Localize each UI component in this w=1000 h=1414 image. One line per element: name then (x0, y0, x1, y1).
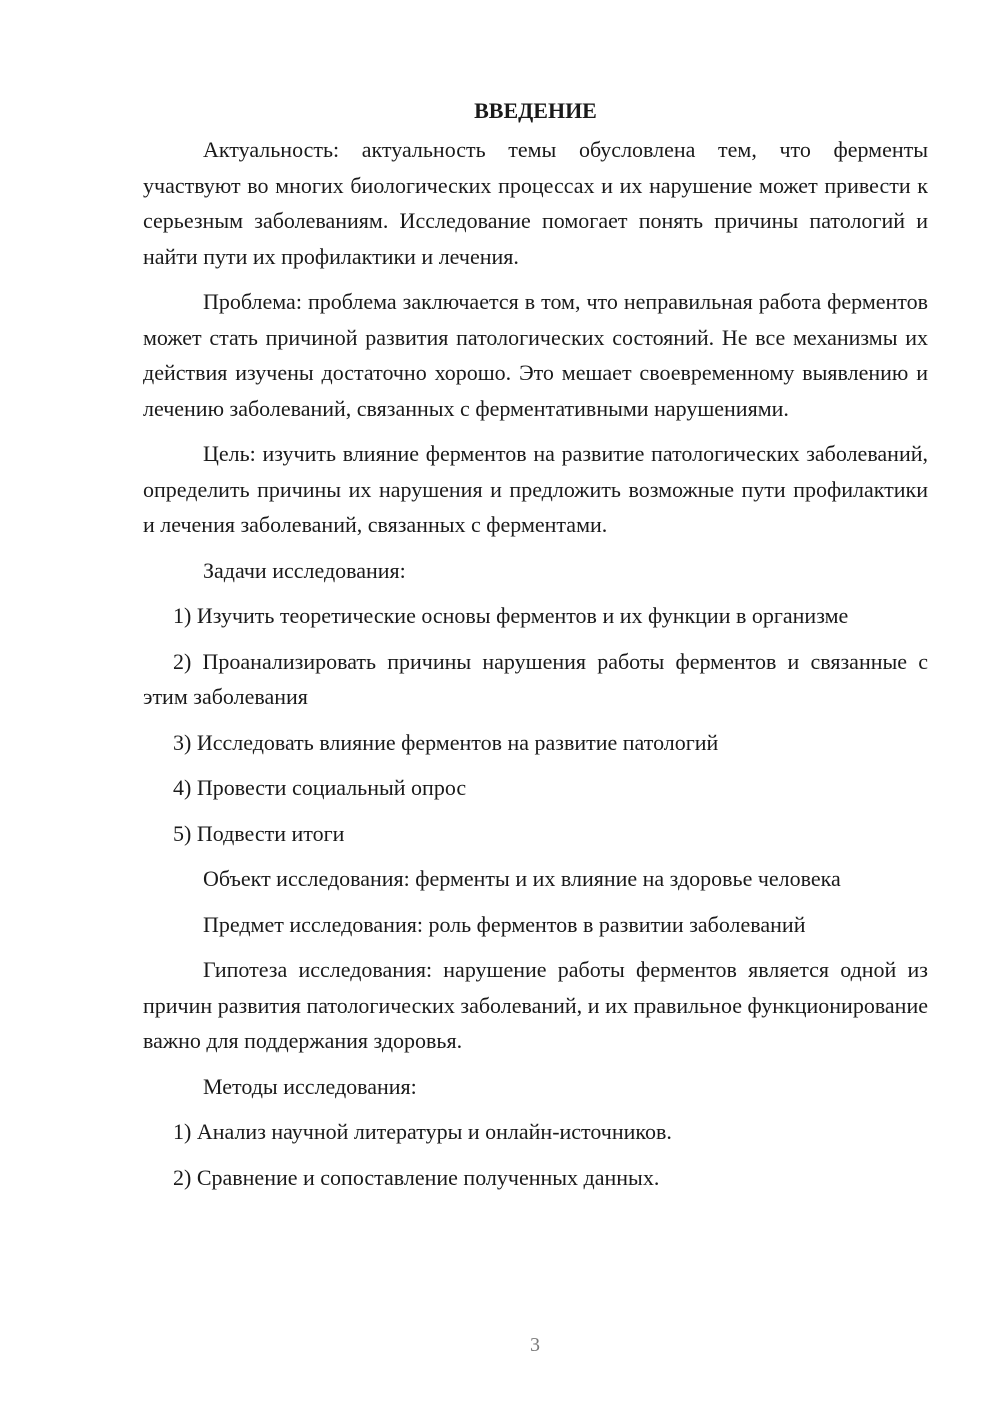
task-item: 4) Провести социальный опрос (173, 775, 467, 800)
task-item: 1) Изучить теоретические основы ферментов и их функции в организме (173, 603, 849, 628)
hypothesis-paragraph: Гипотеза исследования: нарушение работы ферментов является одной из причин развития патологических заболеваний, и их правильное функционирование важно для поддержания здоровья. (143, 957, 928, 1053)
research-subject: Предмет исследования: роль ферментов в развитии заболеваний (203, 911, 806, 937)
problem-paragraph: Проблема: проблема заключается в том, что неправильная работа ферментов может стать причиной развития патологических состояний. Не все механизмы их действия изучены достаточно хорошо. Это мешает своевременному выявлению и лечению заболеваний, связанных с ферментативными нарушениями. (143, 289, 928, 421)
page-number: 3 (530, 1334, 540, 1356)
methods-heading: Методы исследования: (203, 1073, 417, 1099)
page-content (143, 96, 928, 1205)
tasks-heading: Задачи исследования: (203, 557, 406, 583)
section-title: ВВЕДЕНИЕ (474, 98, 597, 123)
goal-paragraph: Цель: изучить влияние ферментов на развитие патологических заболеваний, определить причины их нарушения и предложить возможные пути профилактики и лечения заболеваний, связанных с ферментами. (143, 441, 928, 537)
method-item: 1) Анализ научной литературы и онлайн-источников. (173, 1119, 672, 1144)
research-object: Объект исследования: ферменты и их влияние на здоровье человека (203, 866, 841, 891)
method-item: 2) Сравнение и сопоставление полученных данных. (173, 1164, 660, 1190)
task-item: 3) Исследовать влияние ферментов на развитие патологий (173, 729, 719, 755)
relevance-paragraph: Актуальность: актуальность темы обусловлена тем, что ферменты участвуют во многих биологических процессах и их нарушение может привести к серьезным заболеваниям. Исследование помогает понять причины патологий и найти пути их профилактики и лечения. (143, 137, 928, 269)
task-item: 5) Подвести итоги (173, 820, 345, 846)
task-item: 2) Проанализировать причины нарушения работы ферментов и связанные с этим заболевания (143, 648, 928, 709)
